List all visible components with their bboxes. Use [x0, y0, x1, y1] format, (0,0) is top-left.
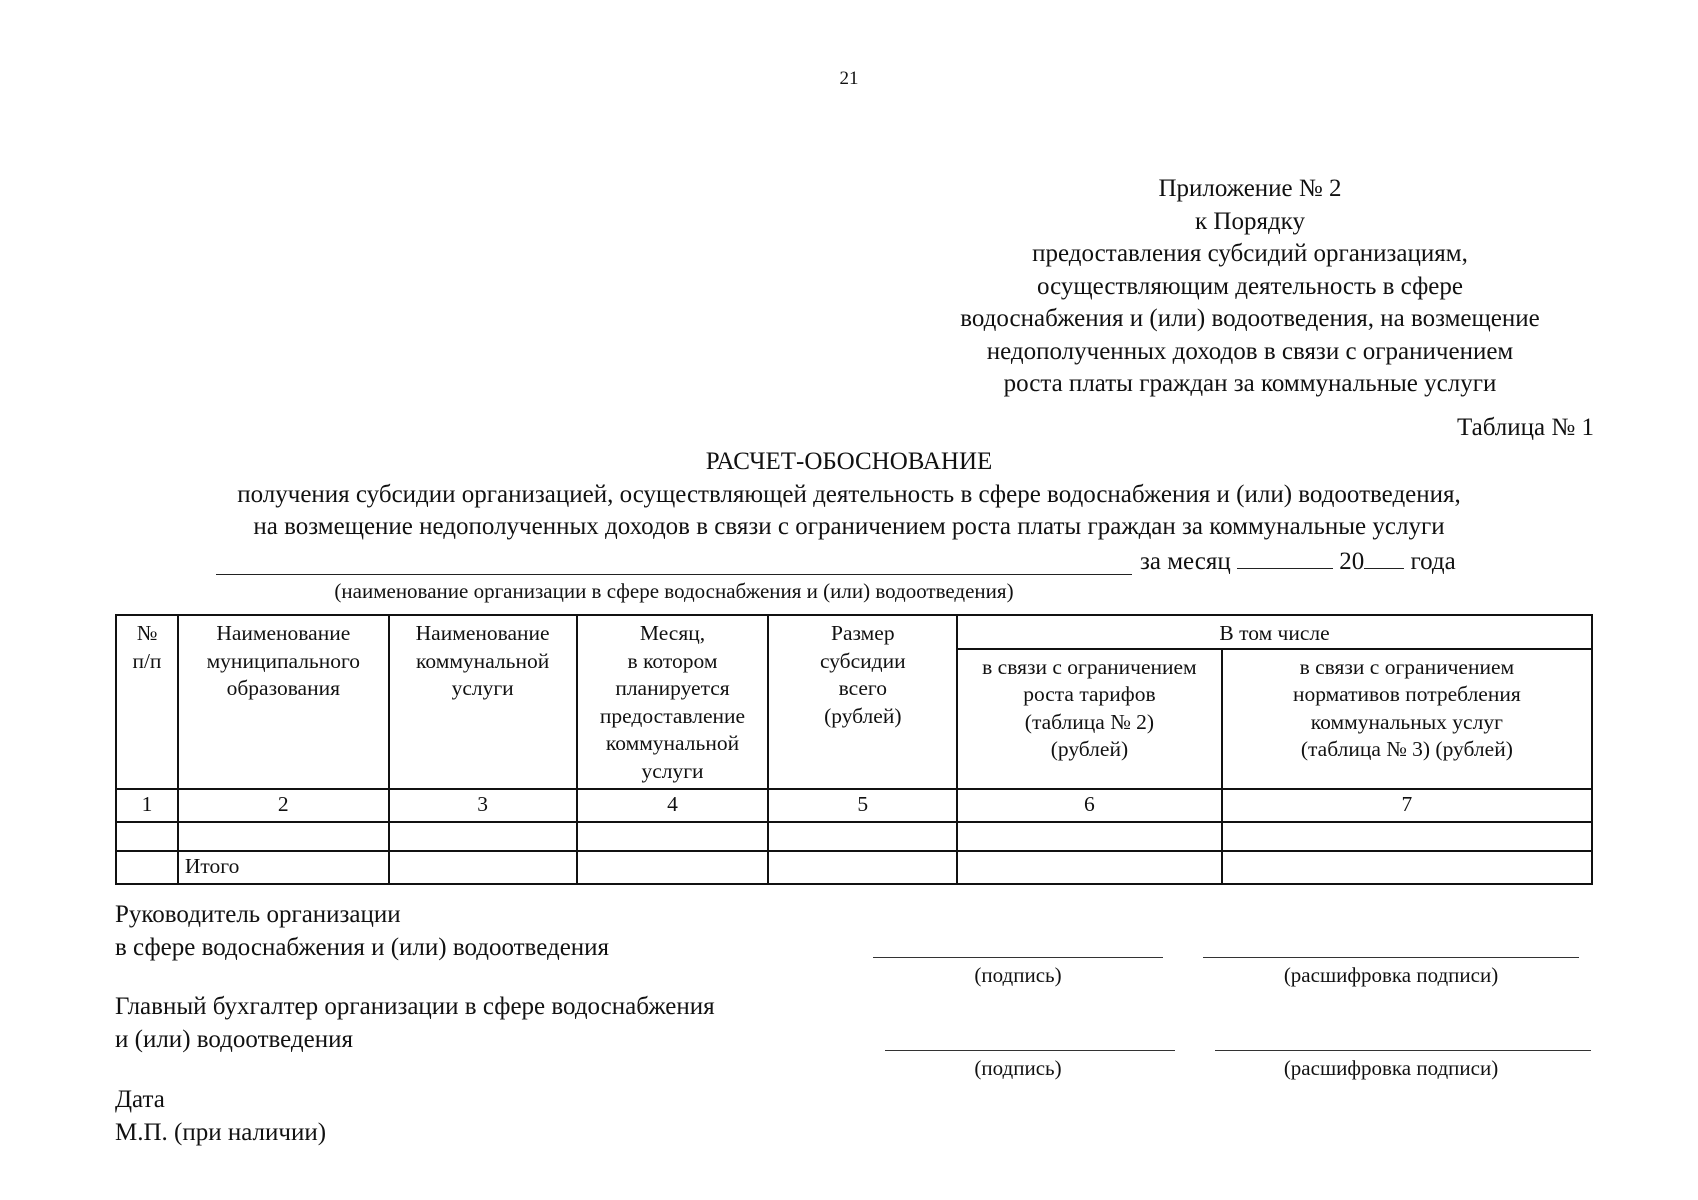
table-cell[interactable]: [1222, 822, 1592, 851]
accountant-decode-line[interactable]: [1215, 1049, 1591, 1051]
organization-caption: (наименование организации в сфере водоснабжения и (или) водоотведения): [334, 579, 1014, 603]
column-number: 4: [577, 789, 769, 822]
header-number: № п/п: [116, 615, 178, 789]
accountant-signature-caption: (подпись): [974, 1056, 1062, 1080]
head-decode-line[interactable]: [1203, 956, 1579, 958]
document-title: [0, 446, 1698, 544]
table-cell[interactable]: [116, 822, 178, 851]
accountant-signature-line[interactable]: [885, 1049, 1175, 1051]
title-line-2: на возмещение недополученных доходов в связи с ограничением роста платы граждан за коммунальные услуги: [253, 513, 1445, 540]
organization-name-field[interactable]: [216, 546, 1132, 575]
column-number: 7: [1222, 789, 1592, 822]
column-number: 1: [116, 789, 178, 822]
header-norm-limit: в связи с ограничением нормативов потребления коммунальных услуг (таблица № 3) (рублей): [1222, 649, 1592, 789]
accountant-label-line-1: Главный бухгалтер организации в сфере водоснабжения: [115, 993, 715, 1020]
table-cell[interactable]: [577, 822, 769, 851]
appendix-line: водоснабжения и (или) водоотведения, на возмещение: [960, 305, 1540, 332]
column-number: 6: [957, 789, 1222, 822]
table-label: Таблица № 1: [1456, 414, 1594, 441]
accountant-label-line-2: и (или) водоотведения: [115, 1025, 353, 1053]
column-number: 5: [768, 789, 957, 822]
table-cell[interactable]: [178, 822, 389, 851]
year-field[interactable]: [1364, 546, 1404, 569]
month-field[interactable]: [1237, 546, 1333, 569]
date-label: Дата: [115, 1086, 165, 1113]
appendix-line: к Порядку: [1195, 207, 1305, 235]
head-label: [115, 899, 609, 964]
table-cell[interactable]: [389, 822, 577, 851]
head-label-line-2: в сфере водоснабжения и (или) водоотведения: [115, 933, 610, 961]
total-row: [116, 851, 1592, 884]
period-line: [1140, 546, 1456, 576]
column-number: 2: [178, 789, 389, 822]
column-numbers-row: [116, 789, 1592, 822]
table-cell[interactable]: [116, 851, 178, 884]
table-cell[interactable]: [957, 822, 1222, 851]
table-cell[interactable]: [389, 851, 577, 884]
header-municipality: Наименование муниципального образования: [178, 615, 389, 789]
header-including: В том числе: [957, 615, 1592, 649]
table-cell[interactable]: [768, 851, 957, 884]
appendix-line: Приложение № 2: [1158, 175, 1342, 202]
appendix-line: предоставления субсидий организациям,: [1032, 240, 1468, 267]
header-tariff-limit: в связи с ограничением роста тарифов (таблица № 2) (рублей): [957, 649, 1222, 789]
header-service: Наименование коммунальной услуги: [389, 615, 577, 789]
total-label: Итого: [178, 851, 389, 884]
stamp-label: М.П. (при наличии): [115, 1119, 327, 1146]
title-heading: РАСЧЕТ-ОБОСНОВАНИЕ: [705, 448, 993, 475]
table-cell[interactable]: [1222, 851, 1592, 884]
table-cell[interactable]: [957, 851, 1222, 884]
appendix-line: недополученных доходов в связи с ограничением: [986, 337, 1514, 365]
month-prefix: за месяц: [1140, 548, 1231, 575]
page-number: 21: [839, 68, 859, 89]
column-number: 3: [389, 789, 577, 822]
accountant-decode-caption: (расшифровка подписи): [1283, 1056, 1499, 1080]
head-signature-caption: (подпись): [974, 963, 1062, 987]
head-signature-line[interactable]: [873, 956, 1163, 958]
appendix-block: [860, 173, 1640, 401]
title-line-1: получения субсидии организацией, осуществляющей деятельность в сфере водоснабжения и (или) водоотведения,: [237, 480, 1461, 508]
appendix-line: осуществляющим деятельность в сфере: [1037, 272, 1463, 300]
head-label-line-1: Руководитель организации: [115, 901, 401, 928]
year-prefix: 20: [1339, 548, 1365, 575]
accountant-label: [115, 991, 715, 1056]
head-decode-caption: (расшифровка подписи): [1283, 963, 1499, 987]
header-subsidy-total: Размер субсидии всего (рублей): [768, 615, 957, 789]
data-row: [116, 822, 1592, 851]
header-month: Месяц, в котором планируется предоставление коммунальной услуги: [577, 615, 769, 789]
table-cell[interactable]: [768, 822, 957, 851]
appendix-line: роста платы граждан за коммунальные услуги: [1003, 370, 1497, 397]
subsidy-table: [115, 614, 1593, 885]
table-cell[interactable]: [577, 851, 769, 884]
year-suffix: года: [1410, 548, 1456, 575]
